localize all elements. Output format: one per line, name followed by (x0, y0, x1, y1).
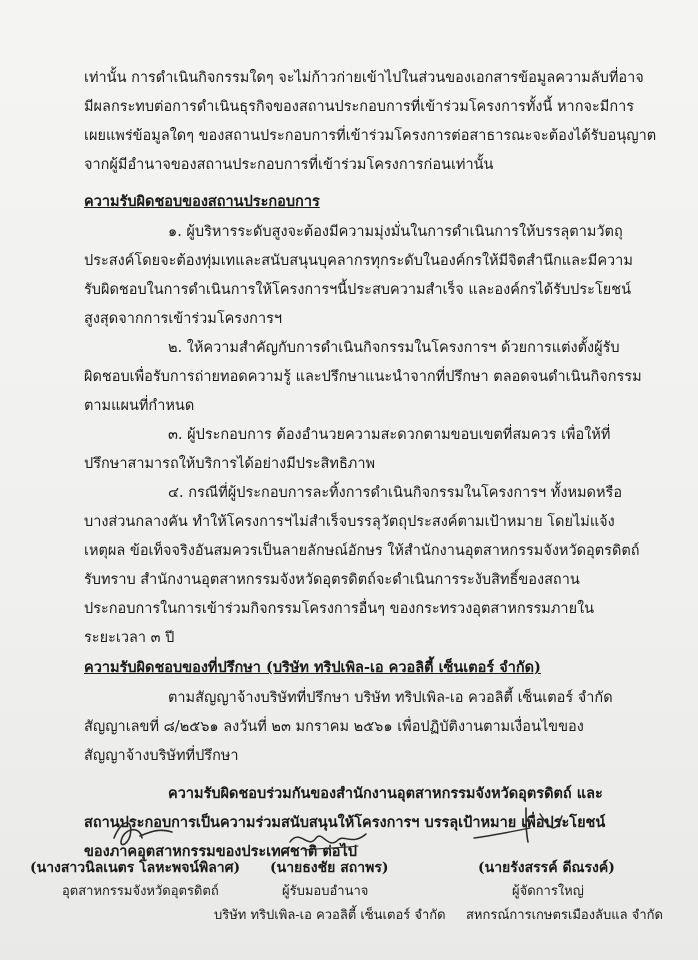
section-line: ระยะเวลา ๓ ปี (84, 630, 175, 646)
section-line: สูงสุดจากการเข้าร่วมโครงการฯ (84, 311, 283, 327)
signer-title: ผู้รับมอบอำนาจ (282, 884, 369, 899)
section-line: รับทราบ สำนักงานอุตสาหกรรมจังหวัดอุตรดิตถ์จะดำเนินการระงับสิทธิ์ของสถาน (84, 572, 580, 588)
signer-organization: บริษัท ทริปเพิล-เอ ควอลิตี้ เซ็นเตอร์ จำกัด (214, 908, 446, 923)
section-line: ผิดชอบเพื่อรับการถ่ายทอดความรู้ และปรึกษาแนะนำจากที่ปรึกษา ตลอดจนดำเนินกิจกรรม (84, 369, 642, 385)
section-line: ตามแผนที่กำหนด (84, 398, 195, 414)
section-line: รับผิดชอบในการดำเนินการให้โครงการฯนี้ประสบความสำเร็จ และองค์กรได้รับประโยชน์ (84, 282, 631, 298)
intro-line: เผยแพร่ข้อมูลใดๆ ของสถานประกอบการที่เข้าร่วมโครงการต่อสาธารณะจะต้องได้รับอนุญาต (84, 128, 657, 144)
section-line: ๒. ให้ความสำคัญกับการดำเนินกิจกรรมในโครงการฯ ด้วยการแต่งตั้งผู้รับ (168, 340, 620, 356)
signer-title: ผู้จัดการใหญ่ (512, 884, 584, 899)
section-line: ประสงค์โดยจะต้องทุ่มเทและสนับสนุนบุคลากรทุกระดับในองค์กรให้มีจิตสำนึกและมีความ (84, 253, 633, 269)
section-line: บางส่วนกลางคัน ทำให้โครงการฯไม่สำเร็จบรรลุวัตถุประสงค์ตามเป้าหมาย โดยไม่แจ้ง (84, 514, 615, 530)
section-line: สัญญาจ้างบริษัทที่ปรึกษา (84, 748, 239, 764)
section-line: เหตุผล ข้อเท็จจริงอันสมควรเป็นลายลักษณ์อักษร ให้สำนักงานอุตสาหกรรมจังหวัดอุตรดิตถ์ (84, 543, 640, 559)
joint-line: ความรับผิดชอบร่วมกันของสำนักงานอุตสาหกรรมจังหวัดอุตรดิตถ์ และ (168, 785, 603, 802)
signature-mark-2 (282, 820, 372, 860)
section-line: ๑. ผู้บริหารระดับสูงจะต้องมีความมุ่งมั่นในการดำเนินการให้บรรลุตามวัตถุ (168, 224, 623, 240)
signer-name: (นางสาวนิลเนตร โลหะพจน์พิลาศ) (30, 860, 241, 876)
signature-mark-3 (470, 800, 580, 850)
section-line: ๔. กรณีที่ผู้ประกอบการละทิ้งการดำเนินกิจกรรมในโครงการฯ ทั้งหมดหรือ (168, 485, 623, 501)
section-heading: ความรับผิดชอบของที่ปรึกษา (บริษัท ทริปเพิล-เอ ควอลิตี้ เซ็นเตอร์ จำกัด) (84, 659, 541, 676)
section-line: ๓. ผู้ประกอบการ ต้องอำนวยความสะดวกตามขอบเขตที่สมควร เพื่อให้ที่ (168, 427, 611, 443)
signer-name: (นายธงชัย สถาพร) (270, 860, 389, 876)
signer-organization: สหกรณ์การเกษตรเมืองลับแล จำกัด (466, 908, 663, 923)
intro-line: เท่านั้น การดำเนินกิจกรรมใดๆ จะไม่ก้าวก่ายเข้าไปในส่วนของเอกสารข้อมูลความลับที่อาจ (84, 70, 644, 86)
joint-line: สถานประกอบการเป็นความร่วมสนับสนุนให้โครงการฯ บรรลุเป้าหมาย เพื่อประโยชน์ (84, 814, 606, 831)
signer-title: อุตสาหกรรมจังหวัดอุตรดิตถ์ (62, 884, 219, 899)
intro-line: จากผู้มีอำนาจของสถานประกอบการที่เข้าร่วมโครงการก่อนเท่านั้น (84, 157, 494, 173)
joint-line: ของภาคอุตสาหกรรมของประเทศชาติ ต่อไป (84, 843, 357, 860)
section-line: ปรึกษาสามารถให้บริการได้อย่างมีประสิทธิภาพ (84, 456, 376, 472)
signer-name: (นายรังสรรค์ ดีณรงค์) (478, 860, 615, 876)
section-line: ประกอบการในการเข้าร่วมกิจกรรมโครงการอื่นๆ ของกระทรวงอุตสาหกรรมภายใน (84, 601, 595, 617)
intro-line: มีผลกระทบต่อการดำเนินธุรกิจของสถานประกอบการที่เข้าร่วมโครงการทั้งนี้ หากจะมีการ (84, 99, 635, 115)
signature-mark-1 (100, 808, 180, 858)
section-line: ตามสัญญาจ้างบริษัทที่ปรึกษา บริษัท ทริปเพิล-เอ ควอลิตี้ เซ็นเตอร์ จำกัด (168, 690, 613, 706)
section-heading: ความรับผิดชอบของสถานประกอบการ (84, 193, 320, 210)
section-line: สัญญาเลขที่ ๘/๒๕๖๑ ลงวันที่ ๒๓ มกราคม ๒๕๖๑ เพื่อปฏิบัติงานตามเงื่อนไขของ (84, 719, 584, 735)
